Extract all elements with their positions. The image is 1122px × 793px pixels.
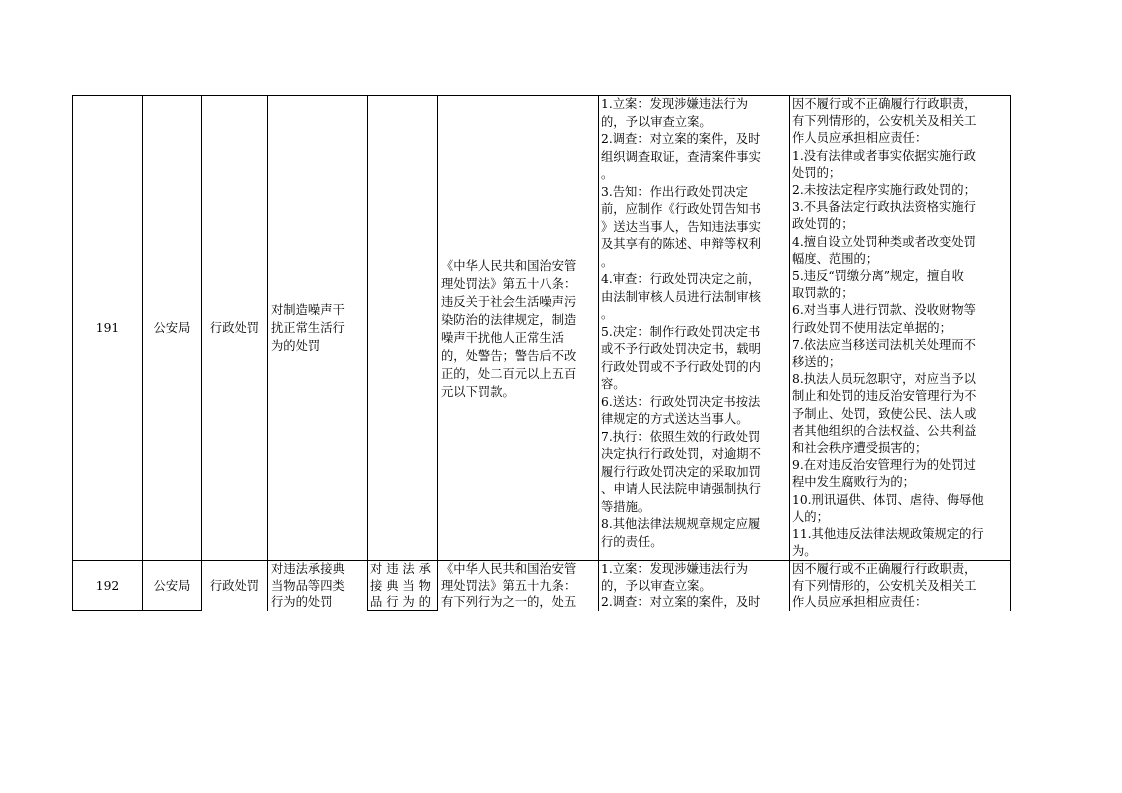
department-text: 公安局 [153,321,191,335]
basis-line: 《中华人民共和国治安管 [441,562,577,576]
responsibility-line: 移送的； [792,355,842,370]
responsibility-line: 8.执法人员玩忽职守，对应当予以 [792,372,976,387]
procedure-line: 2.调查：对立案的案件，及时 [601,132,761,146]
procedure-line: 1.立案：发现涉嫌违法行为 [601,562,748,576]
procedure-line: 5.决定：制作行政处罚决定书 [601,324,761,339]
responsibility-line: 者其他组织的合法权益、公共利益 [792,423,977,438]
subitem-cell [370,561,437,611]
responsibility-line: 处罚的； [792,165,842,180]
basis-line: 噪声干扰他人正常生活 [441,331,564,345]
responsibility-line: 有下列情形的，公安机关及相关工 [792,578,977,593]
responsibility-line: 行政处罚不使用法定单据的； [792,320,952,335]
table-bottom-border [72,610,202,611]
responsibility-line: 5.违反“罚缴分离”规定，擅自收 [792,269,964,284]
responsibility-line: 11.其他违反法律法规政策规定的行 [792,527,984,542]
basis-line: 正的，处二百元以上五百 [441,367,577,381]
responsibility-line: 政处罚的； [792,217,854,232]
responsibility-line: 因不履行或不正确履行行政职责， [792,562,977,576]
procedure-line: 的，予以审查立案。 [601,114,712,129]
col-border [598,95,599,611]
procedure-line: 等措施。 [601,499,651,514]
col-border [437,95,438,611]
col-border [267,95,268,611]
procedure-line: 、申请人民法院申请强制执行 [601,482,761,496]
row-number-text: 192 [95,578,120,593]
legal-basis-cell [441,561,598,611]
procedure-line: 1.立案：发现涉嫌违法行为 [601,97,748,111]
procedure-line: 。 [601,307,614,321]
col-border [1010,95,1011,611]
responsibility-line: 取罚款的； [792,286,854,301]
item-name-cell [271,561,367,611]
item-line: 对违法承接典 [271,562,345,576]
procedure-line: 2.调查：对立案的案件，及时 [601,595,761,609]
procedure-line: 及其享有的陈述、申辩等权利 [601,237,761,251]
item-line: 为的处罚 [271,339,321,353]
basis-line: 违反关于社会生活噪声污 [441,295,577,309]
responsibility-cell [792,96,1010,560]
procedure-line: 。 [601,167,614,181]
procedure-line: 或不予行政处罚决定书，载明 [601,342,761,356]
responsibility-line: 作人员应承担相应责任： [792,595,928,609]
category-cell [202,96,267,560]
department-text: 公安局 [153,578,191,593]
department-cell [143,96,201,560]
item-name-cell [271,301,367,355]
procedure-line: 。 [601,254,614,269]
responsibility-line: 作人员应承担相应责任： [792,131,928,146]
row-number [73,561,142,610]
responsibility-cell [792,561,1010,611]
procedure-line: 6.送达：行政处罚决定书按法 [601,394,761,409]
category-text: 行政处罚 [209,578,260,593]
procedure-line: 容。 [601,377,626,391]
responsibility-line: 幅度、范围的； [792,251,879,266]
responsibility-line: 为。 [792,544,817,559]
procedure-line: 7.执行：依照生效的行政处罚 [601,429,761,444]
responsibility-line: 4.擅自设立处罚种类或者改变处罚 [792,234,976,249]
responsibility-line: 9.在对违反治安管理行为的处罚过 [792,458,976,473]
legal-basis-cell [441,257,598,401]
basis-line: 理处罚法》第五十九条： [441,578,577,593]
procedure-line: 行政处罚或不予行政处罚的内 [601,359,761,374]
basis-line: 染防治的法律规定，制造 [441,313,577,327]
item-line: 行为的处罚 [271,595,333,609]
basis-line: 《中华人民共和国治安管 [441,259,577,273]
responsibility-line: 因不履行或不正确履行行政职责， [792,97,977,111]
responsibility-line: 程中发生腐败行为的； [792,475,915,490]
procedure-line: 由法制审核人员进行法制审核 [601,289,761,304]
col-border [367,95,368,611]
procedure-line: 3.告知：作出行政处罚决定 [601,184,748,199]
responsibility-line: 人的； [792,509,829,524]
responsibility-line: 10.刑讯逼供、体罚、虐待、侮辱他 [792,492,984,507]
basis-line: 的，处警告；警告后不改 [441,349,577,363]
col-border [789,95,790,611]
item-line: 对制造噪声干 [271,303,345,317]
row-number [73,96,142,560]
responsibility-line: 予制止、处罚，致使公民、法人或 [792,406,977,421]
procedure-line: 8.其他法律法规规章规定应履 [601,517,761,531]
procedure-cell [601,96,789,551]
row-number-text: 191 [95,321,120,335]
responsibility-line: 有下列情形的，公安机关及相关工 [792,114,977,129]
subitem-line: 接 典 当 物 [370,578,431,593]
subitem-line: 品 行 为 的 [370,595,431,609]
responsibility-line: 2.未按法定程序实施行政处罚的； [792,183,976,198]
item-line: 当物品等四类 [271,578,345,593]
department-cell [143,561,201,610]
category-text: 行政处罚 [209,321,260,335]
procedure-line: 》送达当事人，告知违法事实 [601,219,761,234]
responsibility-line: 3.不具备法定行政执法资格实施行 [792,200,976,215]
responsibility-line: 6.对当事人进行罚款、没收财物等 [792,303,976,318]
responsibility-line: 和社会秩序遭受损害的； [792,441,928,456]
procedure-line: 前，应制作《行政处罚告知书 [601,202,761,216]
procedure-line: 律规定的方式送达当事人。 [601,412,749,426]
procedure-line: 行的责任。 [601,534,663,549]
procedure-line: 履行行政处罚决定的采取加罚 [601,464,761,479]
procedure-line: 组织调查取证，查清案件事实 [601,149,761,164]
basis-line: 有下列行为之一的，处五 [441,595,577,609]
category-cell [202,561,267,610]
subitem-line: 对 违 法 承 [370,562,431,576]
responsibility-line: 1.没有法律或者事实依据实施行政 [792,148,976,163]
item-line: 扰正常生活行 [271,321,345,335]
procedure-line: 的，予以审查立案。 [601,578,712,593]
procedure-line: 4.审查：行政处罚决定之前， [601,272,761,286]
responsibility-line: 制止和处罚的违反治安管理行为不 [792,389,977,404]
basis-line: 理处罚法》第五十八条： [441,277,577,291]
basis-line: 元以下罚款。 [441,385,515,399]
procedure-cell [601,561,789,611]
procedure-line: 决定执行行政处罚，对逾期不 [601,447,761,461]
responsibility-line: 7.依法应当移送司法机关处理而不 [792,337,976,352]
